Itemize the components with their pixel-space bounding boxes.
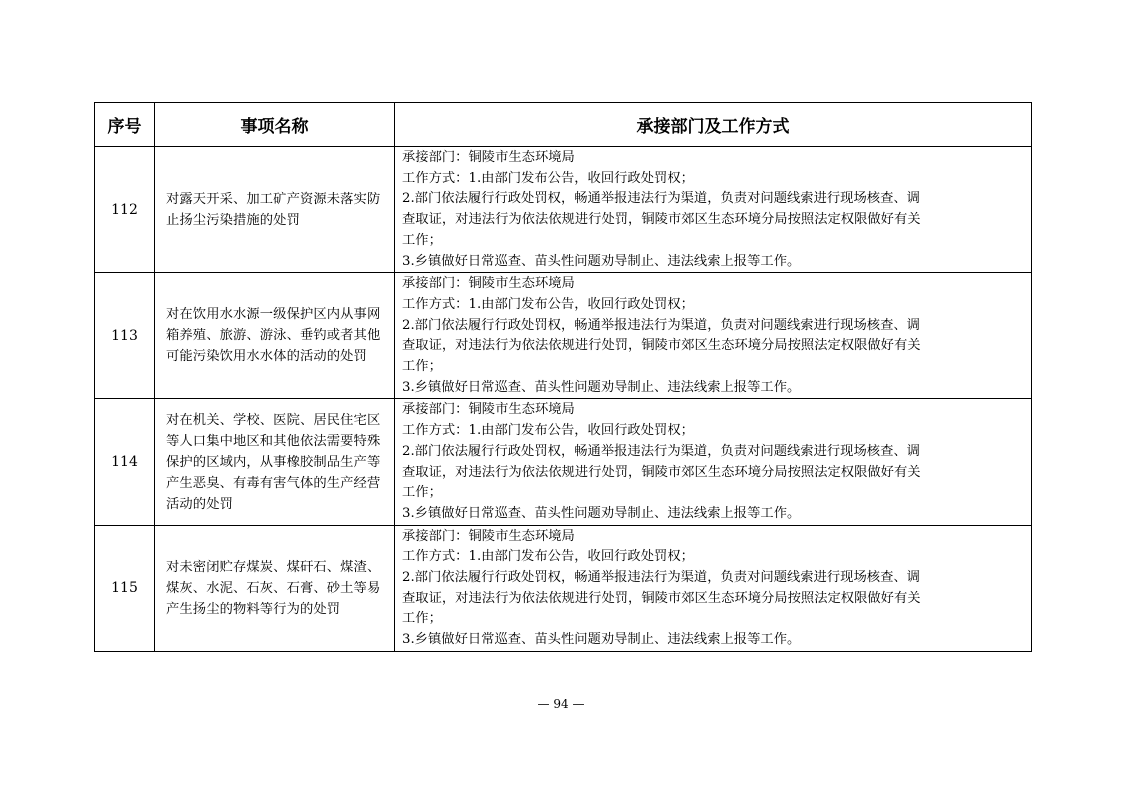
department-line: 承接部门：铜陵市生态环境局: [402, 402, 575, 418]
row-matter-name-cell: [155, 525, 395, 651]
method-line: 3.乡镇做好日常巡查、苗头性问题劝导制止、违法线索上报等工作。: [402, 632, 801, 648]
row-matter-name: 对未密闭贮存煤炭、煤矸石、煤渣、煤灰、水泥、石灰、石膏、砂土等易产生扬尘的物料等行为的处罚: [166, 559, 381, 617]
table-header-row: [95, 103, 1032, 147]
row-serial-number: 115: [95, 525, 155, 651]
department-line: 承接部门：铜陵市生态环境局: [402, 150, 575, 165]
method-line: 工作；: [402, 485, 442, 501]
row-department-method-cell: [395, 273, 1032, 399]
matters-table: [94, 102, 1032, 652]
header-department-and-method: 承接部门及工作方式: [395, 103, 1032, 147]
method-line: 工作方式：1.由部门发布公告，收回行政处罚权；: [402, 549, 694, 565]
page-number: — 94 —: [537, 697, 585, 711]
row-matter-name-cell: [155, 147, 395, 273]
row-department-method-cell: [395, 399, 1032, 525]
row-matter-name-cell: [155, 273, 395, 399]
method-line: 工作；: [402, 232, 442, 248]
method-line: 2.部门依法履行行政处罚权，畅通举报违法行为渠道，负责对问题线索进行现场核查、调: [402, 317, 920, 333]
method-line: 工作；: [402, 611, 442, 627]
row-matter-name: 对露天开采、加工矿产资源未落实防止扬尘污染措施的处罚: [166, 191, 381, 228]
method-line: 工作方式：1.由部门发布公告，收回行政处罚权；: [402, 170, 694, 186]
department-line: 承接部门：铜陵市生态环境局: [402, 276, 575, 292]
method-line: 3.乡镇做好日常巡查、苗头性问题劝导制止、违法线索上报等工作。: [402, 379, 801, 395]
method-line: 查取证，对违法行为依法依规进行处罚，铜陵市郊区生态环境分局按照法定权限做好有关: [402, 338, 921, 354]
method-line: 2.部门依法履行行政处罚权，畅通举报违法行为渠道，负责对问题线索进行现场核查、调: [402, 191, 920, 207]
method-line: 3.乡镇做好日常巡查、苗头性问题劝导制止、违法线索上报等工作。: [402, 505, 801, 521]
row-matter-name-cell: [155, 399, 395, 525]
row-serial-number: 113: [95, 273, 155, 399]
method-line: 查取证，对违法行为依法依规进行处罚，铜陵市郊区生态环境分局按照法定权限做好有关: [402, 590, 921, 606]
row-matter-name: 对在饮用水水源一级保护区内从事网箱养殖、旅游、游泳、垂钓或者其他可能污染饮用水水体的活动的处罚: [166, 307, 381, 365]
method-line: 3.乡镇做好日常巡查、苗头性问题劝导制止、违法线索上报等工作。: [402, 253, 801, 269]
department-line: 承接部门：铜陵市生态环境局: [402, 528, 575, 544]
table-row: [95, 525, 1032, 651]
table-row: [95, 399, 1032, 525]
method-line: 查取证，对违法行为依法依规进行处罚，铜陵市郊区生态环境分局按照法定权限做好有关: [402, 464, 921, 480]
method-line: 查取证，对违法行为依法依规进行处罚，铜陵市郊区生态环境分局按照法定权限做好有关: [402, 212, 921, 228]
method-line: 工作方式：1.由部门发布公告，收回行政处罚权；: [402, 423, 694, 439]
method-line: 工作方式：1.由部门发布公告，收回行政处罚权；: [402, 296, 694, 312]
row-department-method-cell: [395, 525, 1032, 651]
table-row: [95, 273, 1032, 399]
row-serial-number: 112: [95, 147, 155, 273]
row-department-method-cell: [395, 147, 1032, 273]
row-serial-number: 114: [95, 399, 155, 525]
table-row: [95, 147, 1032, 273]
header-matter-name: 事项名称: [155, 103, 395, 147]
row-matter-name: 对在机关、学校、医院、居民住宅区等人口集中地区和其他依法需要特殊保护的区域内，从事橡胶制品生产等产生恶臭、有毒有害气体的生产经营活动的处罚: [166, 412, 381, 512]
method-line: 2.部门依法履行行政处罚权，畅通举报违法行为渠道，负责对问题线索进行现场核查、调: [402, 443, 920, 459]
method-line: 工作；: [402, 359, 442, 375]
header-serial-number: 序号: [95, 103, 155, 147]
method-line: 2.部门依法履行行政处罚权，畅通举报违法行为渠道，负责对问题线索进行现场核查、调: [402, 570, 920, 586]
